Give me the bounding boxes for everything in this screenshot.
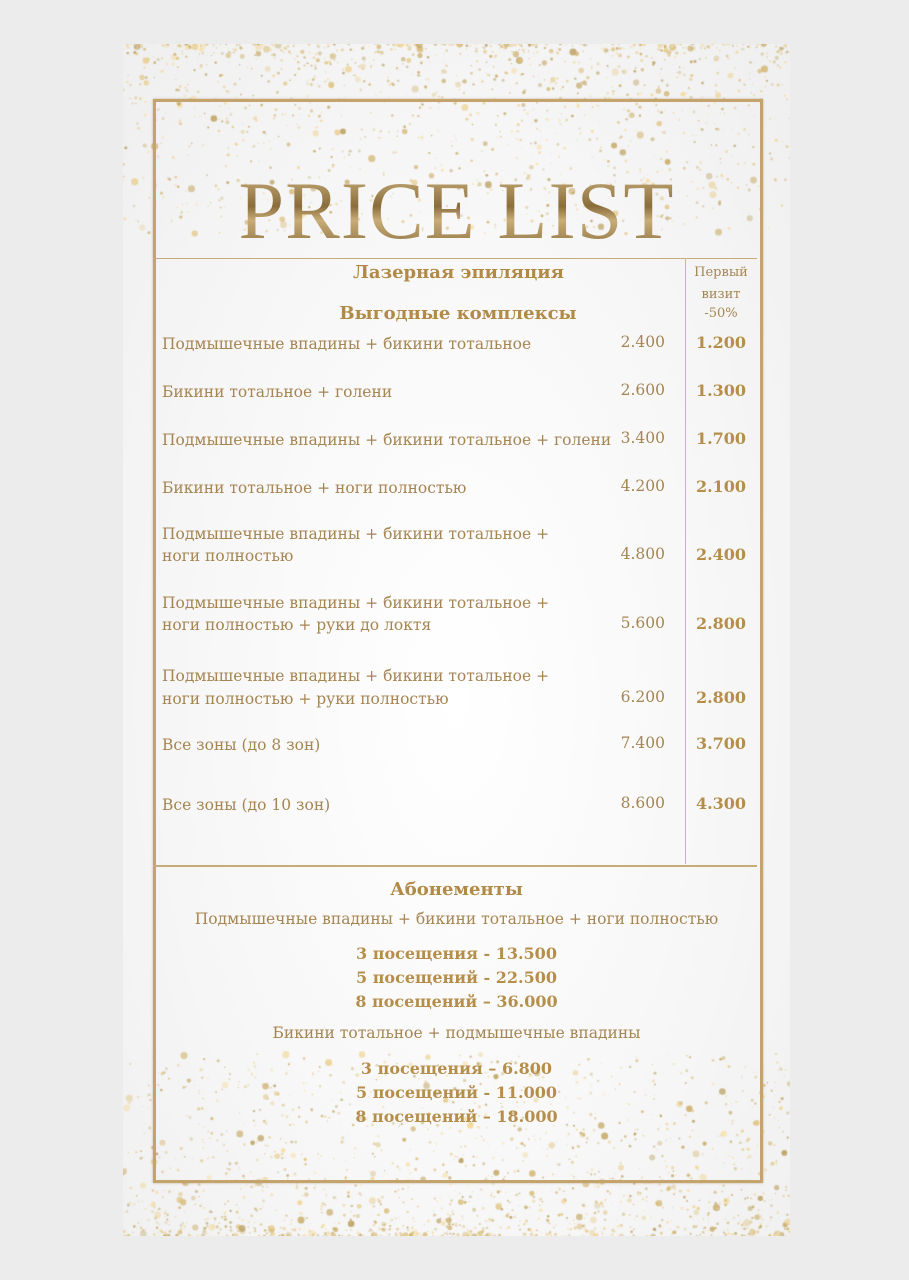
service-discount-price: 2.400 <box>695 545 747 564</box>
package-option: 3 посещения - 13.500 <box>356 944 557 963</box>
service-name: Подмышечные впадины + бикини тотальное + <box>162 525 550 543</box>
package-option: 5 посещений - 11.000 <box>356 1083 557 1102</box>
service-price: 4.800 <box>620 545 665 563</box>
service-price: 8.600 <box>620 794 665 812</box>
page-title: PRICE LIST <box>123 164 790 258</box>
service-discount-price: 1.700 <box>695 429 747 448</box>
package-title: Подмышечные впадины + бикини тотальное + ноги полностью <box>194 910 719 928</box>
service-discount-price: 4.300 <box>695 794 747 813</box>
discount-header-line1: Первый <box>694 265 748 280</box>
package-option: 8 посещений – 18.000 <box>355 1107 558 1126</box>
service-price: 5.600 <box>620 614 665 632</box>
service-name-line2: ноги полностью + руки полностью <box>162 690 449 708</box>
service-name-line2: ноги полностью + руки до локтя <box>162 616 432 634</box>
service-discount-price: 3.700 <box>695 734 747 753</box>
package-title: Бикини тотальное + подмышечные впадины <box>272 1024 641 1042</box>
discount-header-line3: -50% <box>704 306 738 321</box>
bundles-subheading: Выгодные комплексы <box>339 303 577 324</box>
service-name: Подмышечные впадины + бикини тотальное <box>162 335 532 353</box>
service-name: Подмышечные впадины + бикини тотальное + <box>162 594 550 612</box>
service-discount-price: 2.100 <box>695 477 747 496</box>
service-name: Подмышечные впадины + бикини тотальное + голени <box>162 431 612 449</box>
service-name: Все зоны (до 10 зон) <box>162 796 331 814</box>
package-option: 8 посещений – 36.000 <box>355 992 558 1011</box>
price-list-card <box>123 44 790 1236</box>
service-name: Подмышечные впадины + бикини тотальное + <box>162 667 550 685</box>
laser-heading: Лазерная эпиляция <box>353 262 564 283</box>
service-name: Все зоны (до 8 зон) <box>162 736 321 754</box>
service-name: Бикини тотальное + ноги полностью <box>162 479 467 497</box>
package-option: 3 посещения – 6.800 <box>360 1059 553 1078</box>
service-price: 2.600 <box>620 381 665 399</box>
service-price: 6.200 <box>620 688 665 706</box>
service-discount-price: 1.200 <box>695 333 747 352</box>
service-name: Бикини тотальное + голени <box>162 383 393 401</box>
service-discount-price: 1.300 <box>695 381 747 400</box>
service-price: 4.200 <box>620 477 665 495</box>
service-discount-price: 2.800 <box>695 614 747 633</box>
service-price: 7.400 <box>620 734 665 752</box>
service-discount-price: 2.800 <box>695 688 747 707</box>
discount-header-line2: визит <box>701 287 741 302</box>
service-price: 2.400 <box>620 333 665 351</box>
service-name-line2: ноги полностью <box>162 547 294 565</box>
package-option: 5 посещений - 22.500 <box>356 968 557 987</box>
service-price: 3.400 <box>620 429 665 447</box>
subscriptions-heading: Абонементы <box>390 879 523 900</box>
